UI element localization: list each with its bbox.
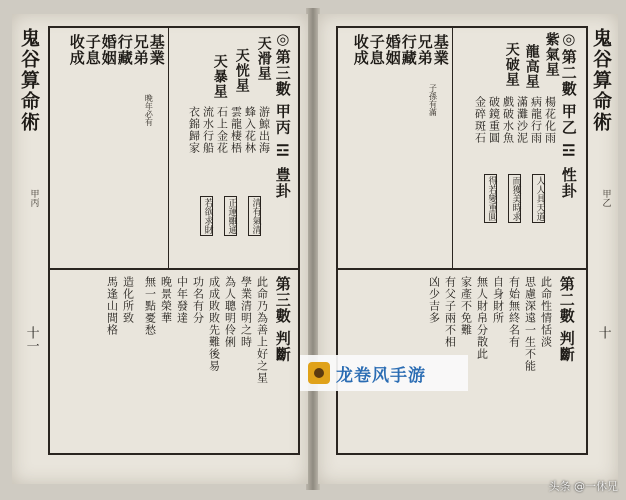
right-star-1: 紫氣星: [543, 32, 560, 77]
right-category-6: 收成: [351, 34, 370, 66]
left-page: [12, 14, 308, 484]
left-phrase-2: 蜂入花林: [243, 106, 257, 154]
left-lower-col-7: 晚景榮華: [159, 276, 173, 324]
dragon-logo-icon: [308, 362, 330, 384]
right-folio: 十: [595, 326, 611, 339]
right-lower-heading: 第二數 判斷: [557, 276, 576, 363]
left-lower-tail-2: 馬逢山間格: [105, 276, 119, 336]
left-side-label: 甲丙: [28, 189, 39, 207]
right-lower-col-7: 有父子兩不相: [443, 276, 457, 348]
right-lower-col-4: 自身財所: [491, 276, 505, 324]
left-phrase-4: 石上金花: [215, 106, 229, 154]
left-note-2: 正運雖通: [224, 196, 237, 236]
left-note-1: 清有氣清: [248, 196, 261, 236]
right-category-5: 子息: [367, 34, 386, 66]
left-lower-col-4: 成成敗敗先難後易: [207, 276, 221, 372]
left-lower-col-3: 為人聰明伶俐: [223, 276, 237, 348]
right-phrase-3: 滿灘沙泥: [515, 96, 529, 144]
right-lower-col-6: 家產不免難: [459, 276, 473, 336]
right-note-3: 得若變重圓: [484, 174, 497, 223]
left-page-divider: [48, 268, 300, 270]
left-star-3: 天暴星: [211, 54, 228, 99]
left-phrase-1: 游鯨出海: [257, 106, 271, 154]
left-category-6: 收成: [67, 34, 86, 66]
left-star-2: 天恍星: [233, 48, 250, 93]
left-category-3: 行藏: [115, 34, 134, 66]
left-upper-split: [168, 28, 169, 268]
right-running-title: 鬼谷算命術: [589, 28, 612, 133]
watermark-banner: [300, 355, 468, 391]
left-category-5: 子息: [83, 34, 102, 66]
right-phrase-2: 病龍行雨: [529, 96, 543, 144]
right-lower-col-8: 凶少吉多: [427, 276, 441, 324]
left-folio: 十一: [23, 326, 39, 352]
left-note-3: 若欲求財: [200, 196, 213, 236]
right-lower-col-1: 此命性情恬淡: [539, 276, 553, 348]
left-lower-col-2: 學業清明之時: [239, 276, 253, 348]
right-phrase-4: 戲破水魚: [501, 96, 515, 144]
right-side-label: 甲乙: [600, 189, 611, 207]
left-category-1: 基業: [147, 34, 166, 66]
right-category-4: 婚姻: [383, 34, 402, 66]
left-lower-col-5: 功名有分: [191, 276, 205, 324]
right-note-2: 而獲美時求: [508, 174, 521, 223]
right-page-divider: [336, 268, 588, 270]
right-category-1: 基業: [431, 34, 450, 66]
left-lower-heading: 第三數 判斷: [273, 276, 292, 363]
left-star-1: 天滑星: [255, 36, 272, 81]
left-upper-body-1: 晚年必有: [144, 94, 154, 126]
left-lower-col-6: 中年發達: [175, 276, 189, 324]
right-page: [318, 14, 618, 484]
left-phrase-6: 衣錦歸家: [187, 106, 201, 154]
left-lower-tail-1: 造化所致: [121, 276, 135, 324]
right-phrase-1: 楊花化雨: [543, 96, 557, 144]
left-page-frame: [48, 26, 300, 455]
left-phrase-3: 雲龍棲梧: [229, 106, 243, 154]
right-phrase-5: 破鏡重圓: [487, 96, 501, 144]
right-lower-col-2: 思慮深遠一生不能: [523, 276, 537, 372]
left-lower-col-1: 此命乃為善上好之星: [255, 276, 269, 384]
left-number-heading: ◎第三數 甲丙 ☲ 豊卦: [273, 30, 292, 199]
left-category-4: 婚姻: [99, 34, 118, 66]
right-category-3: 行藏: [399, 34, 418, 66]
left-phrase-5: 流水行船: [201, 106, 215, 154]
left-running-title: 鬼谷算命術: [17, 28, 40, 133]
right-lower-col-5: 無人財帛分散此: [475, 276, 489, 360]
watermark-text: 龙卷风手游: [336, 365, 426, 386]
right-star-3: 天破星: [503, 42, 520, 87]
left-lower-col-8: 無一點憂愁: [143, 276, 157, 336]
right-upper-split: [452, 28, 453, 268]
right-note-1: 人人具天道: [532, 174, 545, 223]
right-category-2: 兄弟: [415, 34, 434, 66]
left-category-2: 兄弟: [131, 34, 150, 66]
source-credit: 头条 @一休兄: [548, 480, 618, 493]
right-lower-col-3: 有始無終名有: [507, 276, 521, 348]
right-upper-body-1: 子孫有滿: [428, 84, 438, 116]
right-phrase-6: 金碎斑石: [473, 96, 487, 144]
right-star-2: 龍高星: [523, 44, 540, 89]
right-number-heading: ◎第二數 甲乙 ☲ 性卦: [559, 30, 578, 199]
